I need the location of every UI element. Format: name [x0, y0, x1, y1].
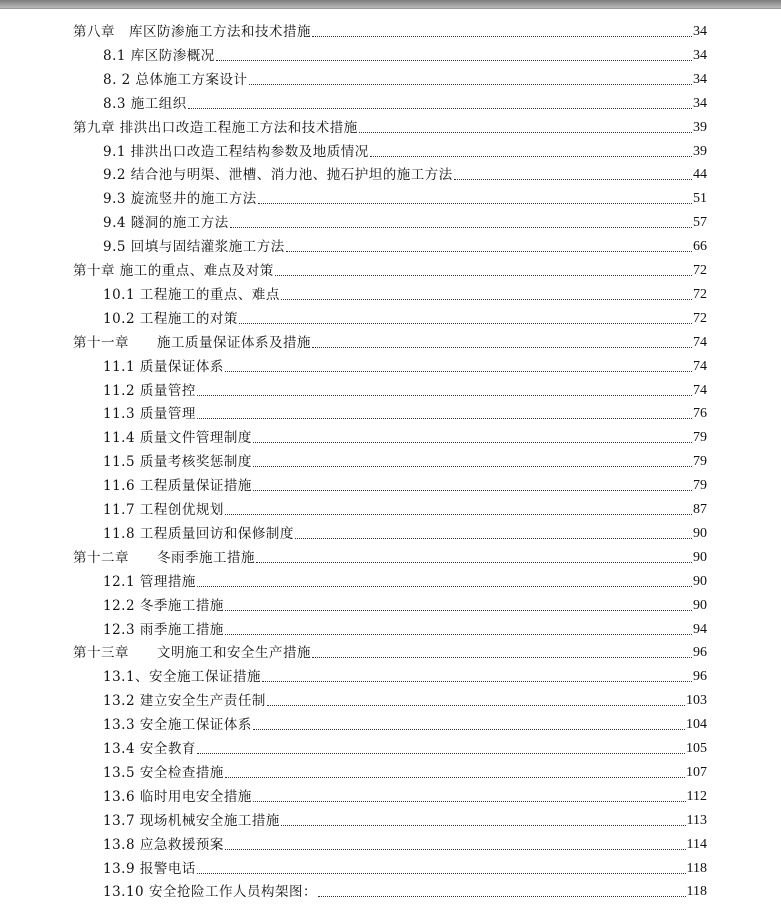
toc-section-entry[interactable] — [103, 160, 707, 184]
toc-section-entry[interactable] — [103, 877, 707, 901]
toc-dot-leader — [359, 132, 692, 133]
toc-section-entry[interactable] — [103, 734, 707, 758]
toc-chapter-entry[interactable] — [73, 17, 707, 41]
toc-entry-label: 13.3 安全施工保证体系 — [103, 717, 252, 734]
toc-entry-page-number: 57 — [693, 215, 707, 231]
toc-entry-label: 13.6 临时用电安全措施 — [103, 788, 252, 805]
toc-dot-leader — [249, 84, 692, 85]
toc-dot-leader — [197, 753, 685, 754]
toc-entry-page-number: 79 — [693, 478, 707, 494]
toc-entry-label: 13.2 建立安全生产责任制 — [103, 693, 266, 710]
toc-section-entry[interactable] — [103, 615, 707, 639]
toc-entry-page-number: 74 — [693, 358, 707, 374]
toc-entry-label: 12.3 雨季施工措施 — [103, 621, 224, 638]
toc-entry-page-number: 104 — [686, 717, 707, 733]
toc-section-entry[interactable] — [103, 567, 707, 591]
toc-dot-leader — [253, 466, 692, 467]
toc-section-entry[interactable] — [103, 782, 707, 806]
toc-section-entry[interactable] — [103, 519, 707, 543]
toc-entry-page-number: 39 — [693, 143, 707, 159]
toc-dot-leader — [454, 179, 692, 180]
toc-entry-label: 第八章 库区防渗施工方法和技术措施 — [73, 24, 311, 40]
toc-dot-leader — [258, 203, 692, 204]
toc-entry-label: 12.1 管理措施 — [103, 573, 196, 590]
toc-chapter-entry[interactable] — [73, 328, 707, 352]
toc-entry-label: 8.3 施工组织 — [103, 95, 187, 112]
toc-dot-leader — [312, 36, 692, 37]
toc-entry-label: 13.5 安全检查措施 — [103, 764, 224, 781]
toc-entry-page-number: 114 — [686, 836, 707, 852]
toc-section-entry[interactable] — [103, 758, 707, 782]
toc-entry-page-number: 74 — [693, 334, 707, 350]
toc-section-entry[interactable] — [103, 376, 707, 400]
toc-entry-label: 第十三章 文明施工和安全生产措施 — [73, 645, 311, 662]
toc-entry-label: 13.4 安全教育 — [103, 741, 196, 757]
toc-section-entry[interactable] — [103, 447, 707, 471]
toc-dot-leader — [312, 657, 692, 658]
toc-entry-label: 12.2 冬季施工措施 — [103, 597, 224, 614]
toc-dot-leader — [197, 586, 692, 587]
toc-chapter-entry[interactable] — [73, 113, 707, 137]
toc-dot-leader — [197, 873, 686, 874]
toc-section-entry[interactable] — [103, 232, 707, 256]
toc-dot-leader — [262, 681, 692, 682]
toc-entry-page-number: 44 — [693, 167, 707, 183]
toc-section-entry[interactable] — [103, 495, 707, 519]
toc-entry-page-number: 79 — [693, 430, 707, 446]
toc-entry-label: 9.3 旋流竖井的施工方法 — [103, 191, 257, 208]
toc-entry-page-number: 34 — [693, 71, 707, 87]
toc-entry-page-number: 72 — [693, 286, 707, 302]
toc-section-entry[interactable] — [103, 304, 707, 328]
toc-dot-leader — [239, 323, 692, 324]
toc-entry-page-number: 118 — [686, 884, 707, 900]
toc-chapter-entry[interactable] — [73, 543, 707, 567]
toc-entry-label: 13.7 现场机械安全施工措施 — [103, 812, 280, 829]
toc-entry-page-number: 34 — [693, 95, 707, 111]
toc-dot-leader — [225, 634, 692, 635]
toc-dot-leader — [225, 610, 692, 611]
toc-entry-page-number: 113 — [686, 812, 707, 828]
viewer-top-bar — [0, 0, 781, 9]
toc-entry-label: 9.1 排洪出口改造工程结构参数及地质情况 — [103, 143, 369, 160]
toc-entry-label: 9.4 隧洞的施工方法 — [103, 215, 229, 232]
toc-section-entry[interactable] — [103, 399, 707, 423]
toc-entry-page-number: 112 — [686, 788, 707, 804]
toc-section-entry[interactable] — [103, 280, 707, 304]
toc-dot-leader — [256, 562, 692, 563]
toc-dot-leader — [225, 777, 685, 778]
toc-dot-leader — [253, 442, 692, 443]
toc-entry-page-number: 103 — [686, 693, 707, 709]
toc-dot-leader — [295, 538, 692, 539]
toc-section-entry[interactable] — [103, 137, 707, 161]
toc-entry-label: 11.6 工程质量保证措施 — [103, 478, 252, 495]
toc-entry-page-number: 107 — [686, 764, 707, 780]
toc-entry-page-number: 79 — [693, 454, 707, 470]
toc-entry-page-number: 87 — [693, 502, 707, 517]
toc-section-entry[interactable] — [103, 208, 707, 232]
toc-dot-leader — [318, 896, 686, 897]
toc-dot-leader — [197, 395, 692, 396]
toc-entry-label: 8.1 库区防渗概况 — [103, 47, 215, 64]
toc-section-entry[interactable] — [103, 471, 707, 495]
toc-entry-page-number: 90 — [693, 597, 707, 613]
toc-dot-leader — [197, 418, 692, 419]
toc-section-entry[interactable] — [103, 806, 707, 830]
toc-entry-label: 13.8 应急救援预案 — [103, 836, 224, 853]
toc-section-entry[interactable] — [103, 591, 707, 615]
toc-entry-label: 11.1 质量保证体系 — [103, 358, 224, 375]
toc-section-entry[interactable] — [103, 89, 707, 113]
toc-entry-label: 10.2 工程施工的对策 — [103, 310, 238, 327]
toc-entry-page-number: 76 — [693, 406, 707, 422]
toc-section-entry[interactable] — [103, 423, 707, 447]
toc-chapter-entry[interactable] — [73, 256, 707, 280]
toc-dot-leader — [281, 825, 686, 826]
toc-entry-page-number: 105 — [686, 741, 707, 756]
toc-entry-page-number: 74 — [693, 382, 707, 398]
toc-dot-leader — [188, 108, 692, 109]
toc-dot-leader — [267, 705, 685, 706]
toc-dot-leader — [312, 347, 692, 348]
toc-dot-leader — [253, 490, 692, 491]
toc-dot-leader — [216, 60, 692, 61]
toc-dot-leader — [286, 251, 692, 252]
toc-section-entry[interactable] — [103, 41, 707, 65]
toc-entry-label: 13.1、安全施工保证措施 — [103, 669, 262, 686]
toc-entry-label: 11.4 质量文件管理制度 — [103, 430, 252, 447]
toc-entry-page-number: 34 — [693, 24, 707, 39]
toc-entry-page-number: 72 — [693, 263, 707, 278]
toc-entry-label: 10.1 工程施工的重点、难点 — [103, 286, 280, 303]
toc-dot-leader — [225, 514, 692, 515]
toc-entry-page-number: 90 — [693, 573, 707, 589]
toc-entry-label: 11.7 工程创优规划 — [103, 502, 224, 518]
toc-entry-page-number: 90 — [693, 549, 707, 565]
toc-entry-page-number: 94 — [693, 621, 707, 637]
toc-entry-label: 11.5 质量考核奖惩制度 — [103, 454, 252, 471]
toc-entry-label: 第十一章 施工质量保证体系及措施 — [73, 334, 311, 351]
toc-entry-page-number: 118 — [686, 860, 707, 876]
toc-dot-leader — [281, 299, 692, 300]
toc-entry-label: 8. 2 总体施工方案设计 — [103, 71, 248, 88]
toc-entry-label: 第十章 施工的重点、难点及对策 — [73, 263, 274, 279]
toc-dot-leader — [225, 849, 686, 850]
toc-section-entry[interactable] — [103, 710, 707, 734]
toc-dot-leader — [370, 156, 692, 157]
toc-dot-leader — [225, 371, 692, 372]
toc-entry-label: 11.8 工程质量回访和保修制度 — [103, 525, 294, 542]
toc-entry-label: 第十二章 冬雨季施工措施 — [73, 549, 255, 566]
toc-entry-page-number: 96 — [693, 669, 707, 685]
toc-entry-label: 9.5 回填与固结灌浆施工方法 — [103, 239, 285, 256]
toc-dot-leader — [230, 227, 692, 228]
toc-entry-label: 11.3 质量管理 — [103, 406, 196, 423]
toc-section-entry[interactable] — [103, 184, 707, 208]
toc-section-entry[interactable] — [103, 662, 707, 686]
toc-section-entry[interactable] — [103, 854, 707, 878]
toc-entry-page-number: 51 — [693, 191, 707, 207]
toc-entry-page-number: 39 — [693, 119, 707, 135]
toc-dot-leader — [253, 729, 685, 730]
toc-chapter-entry[interactable] — [73, 638, 707, 662]
toc-entry-page-number: 66 — [693, 239, 707, 255]
toc-entry-label: 9.2 结合池与明渠、泄槽、消力池、抛石护坦的施工方法 — [103, 167, 453, 184]
toc-section-entry[interactable] — [103, 352, 707, 376]
toc-entry-label: 13.10 安全抢险工作人员构架图： — [103, 884, 317, 901]
toc-dot-leader — [275, 275, 692, 276]
toc-dot-leader — [253, 801, 686, 802]
toc-section-entry[interactable] — [103, 65, 707, 89]
toc-section-entry[interactable] — [103, 686, 707, 710]
toc-entry-page-number: 72 — [693, 310, 707, 326]
toc-entry-page-number: 90 — [693, 525, 707, 541]
toc-entry-label: 13.9 报警电话 — [103, 860, 196, 877]
toc-entry-label: 第九章 排洪出口改造工程施工方法和技术措施 — [73, 119, 358, 136]
toc-entry-page-number: 34 — [693, 47, 707, 63]
toc-entry-page-number: 96 — [693, 645, 707, 661]
toc-section-entry[interactable] — [103, 830, 707, 854]
toc-entry-label: 11.2 质量管控 — [103, 382, 196, 399]
